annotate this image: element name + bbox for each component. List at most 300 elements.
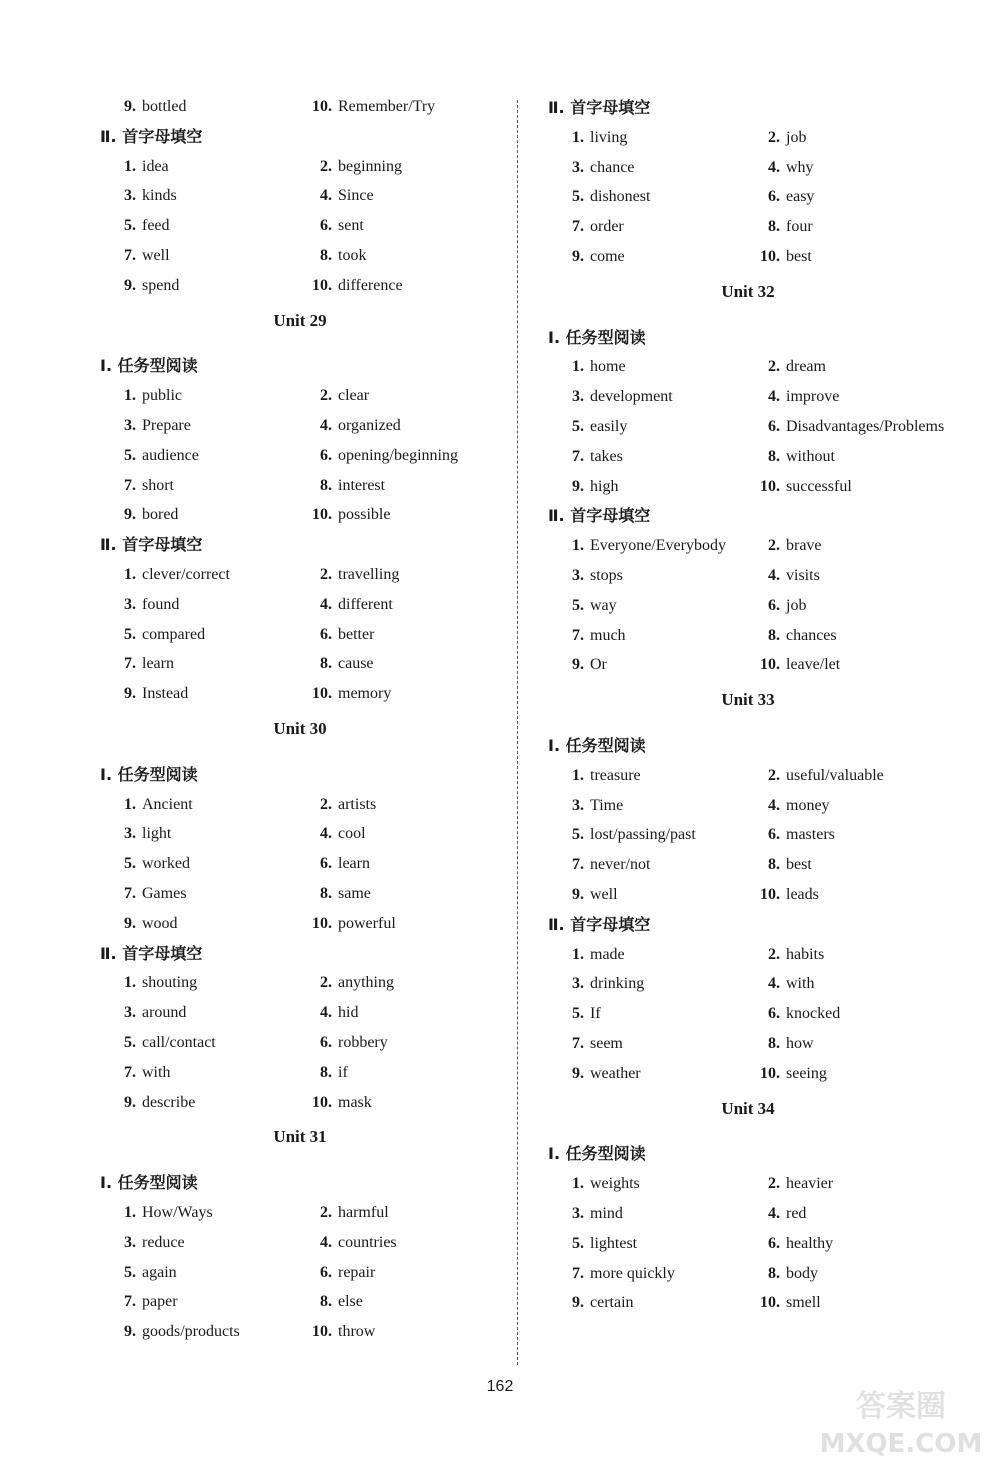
- answer-number: 5.: [124, 446, 136, 464]
- answer-item: [114, 1201, 213, 1225]
- answer-text: different: [338, 595, 393, 613]
- answer-item: [114, 593, 179, 617]
- answer-item: [310, 244, 366, 268]
- answer-text: more quickly: [590, 1264, 675, 1282]
- answer-text: spend: [142, 276, 180, 294]
- answer-row: [100, 1061, 540, 1085]
- answer-number: 8.: [768, 1264, 780, 1282]
- answer-item: [114, 1261, 177, 1285]
- answer-number: 8.: [320, 1293, 332, 1311]
- answer-item: [562, 823, 696, 847]
- page-number: 162: [486, 1378, 514, 1395]
- answer-item: [310, 384, 369, 408]
- answer-number: 10.: [760, 886, 780, 903]
- answer-item: [562, 445, 623, 469]
- answer-row: [100, 1091, 540, 1115]
- answer-row: [100, 95, 540, 119]
- answer-item: [562, 764, 641, 788]
- answer-item: [758, 1202, 806, 1226]
- answer-item: [562, 1232, 637, 1256]
- answer-row: [548, 823, 988, 847]
- answer-number: 8.: [768, 218, 780, 236]
- answer-item: [758, 1232, 833, 1256]
- answer-item: [562, 883, 618, 907]
- answer-item: [310, 1320, 375, 1344]
- answer-number: 3.: [124, 1233, 136, 1251]
- answer-number: 5.: [124, 625, 136, 643]
- answer-row: [100, 155, 540, 179]
- answer-item: [114, 563, 230, 587]
- answer-number: 3.: [124, 1004, 136, 1022]
- answer-row: [100, 563, 540, 587]
- answer-number: 5.: [124, 1263, 136, 1281]
- answer-number: 1.: [124, 566, 136, 583]
- answer-text: robbery: [338, 1034, 388, 1051]
- answer-item: [114, 682, 188, 706]
- answer-row: [100, 912, 540, 936]
- answer-number: 5.: [124, 855, 136, 873]
- answer-text: habits: [786, 945, 825, 963]
- answer-row: [100, 1001, 540, 1025]
- answer-item: [310, 155, 402, 179]
- answer-text: treasure: [590, 766, 641, 784]
- answer-item: [114, 155, 169, 179]
- answer-row: [548, 355, 988, 379]
- answer-number: 5.: [572, 1234, 584, 1252]
- answer-number: 5.: [572, 418, 584, 435]
- answer-text: healthy: [786, 1234, 834, 1252]
- answer-item: [562, 624, 626, 648]
- answer-number: 10.: [760, 656, 780, 674]
- answer-text: best: [786, 248, 812, 265]
- answer-text: harmful: [338, 1204, 389, 1221]
- answer-item: [758, 594, 806, 618]
- answer-row: [548, 475, 988, 499]
- answer-number: 9.: [124, 685, 136, 703]
- unit-title: Unit 31: [273, 1127, 327, 1147]
- answer-text: well: [142, 247, 170, 264]
- section-heading: Ⅱ. 首字母填空: [548, 98, 651, 117]
- answer-item: [114, 822, 171, 846]
- answer-number: 6.: [320, 1034, 332, 1051]
- answer-row: [100, 474, 540, 498]
- answer-text: four: [786, 218, 813, 236]
- answer-row: [100, 1031, 540, 1055]
- answer-text: powerful: [338, 914, 396, 932]
- answer-text: Or: [590, 656, 607, 674]
- answer-number: 6.: [320, 855, 332, 873]
- answer-item: [758, 823, 835, 847]
- answer-item: [562, 385, 673, 409]
- section-heading: Ⅱ. 首字母填空: [100, 126, 203, 146]
- answer-number: 9.: [124, 1093, 136, 1111]
- answer-number: 1.: [124, 387, 136, 405]
- answer-row: [548, 385, 988, 409]
- answer-number: 4.: [768, 1205, 780, 1222]
- answer-number: 2.: [320, 566, 332, 583]
- answer-text: lost/passing/past: [590, 826, 696, 844]
- answer-text: made: [590, 945, 625, 963]
- answer-number: 1.: [572, 766, 584, 784]
- answer-item: [562, 1172, 640, 1196]
- answer-text: bored: [142, 506, 179, 524]
- answer-row: [548, 1262, 988, 1286]
- answer-text: organized: [338, 417, 401, 434]
- answer-item: [114, 384, 182, 408]
- answer-number: 2.: [320, 1204, 332, 1221]
- answer-row: [548, 445, 988, 469]
- answer-item: [114, 414, 191, 438]
- answer-row: [100, 1261, 540, 1285]
- answer-item: [562, 156, 634, 180]
- answer-text: Ancient: [142, 795, 193, 813]
- section-heading: Ⅱ. 首字母填空: [548, 506, 651, 526]
- answer-text: throw: [338, 1323, 376, 1341]
- answer-item: [310, 1201, 389, 1225]
- answer-number: 8.: [768, 1035, 780, 1052]
- answer-number: 5.: [572, 596, 584, 614]
- answer-text: worked: [142, 855, 190, 873]
- answer-item: [310, 593, 393, 617]
- answer-item: [758, 156, 814, 180]
- answer-item: [562, 1202, 623, 1226]
- answer-number: 6.: [768, 1234, 780, 1252]
- answer-item: [114, 503, 178, 527]
- answer-text: heavier: [786, 1175, 834, 1193]
- answer-row: [548, 1232, 988, 1256]
- answer-text: audience: [142, 446, 199, 464]
- answer-number: 3.: [124, 417, 136, 434]
- answer-item: [114, 274, 179, 298]
- answer-item: [310, 971, 394, 995]
- answer-row: [548, 1202, 988, 1226]
- answer-number: 1.: [572, 1175, 584, 1193]
- answer-item: [758, 1262, 818, 1286]
- answer-item: [758, 972, 814, 996]
- answer-item: [310, 1091, 372, 1115]
- answer-text: dream: [786, 358, 826, 376]
- answer-text: again: [142, 1263, 177, 1281]
- answer-number: 4.: [320, 595, 332, 613]
- answer-text: Instead: [142, 685, 189, 703]
- answer-row: [548, 156, 988, 180]
- answer-item: [114, 971, 197, 995]
- answer-number: 3.: [572, 975, 584, 993]
- answer-text: Prepare: [142, 417, 191, 434]
- answer-number: 8.: [320, 885, 332, 902]
- answer-text: short: [142, 476, 174, 494]
- answer-row: [548, 794, 988, 818]
- watermark-top-text: 答案圈: [856, 1389, 946, 1424]
- answer-number: 2.: [768, 945, 780, 963]
- answer-item: [562, 185, 650, 209]
- answer-text: Everyone/Everybody: [590, 537, 726, 555]
- watermark-logo: [808, 1382, 994, 1460]
- answer-item: [562, 415, 627, 439]
- answer-item: [114, 244, 170, 268]
- answer-text: travelling: [338, 566, 400, 583]
- answer-row: [100, 384, 540, 408]
- answer-item: [758, 1291, 821, 1315]
- answer-text: Time: [590, 796, 624, 814]
- answer-text: same: [338, 885, 371, 902]
- answer-item: [310, 1031, 388, 1055]
- answer-item: [758, 1002, 840, 1026]
- answer-number: 1.: [124, 157, 136, 175]
- answer-item: [758, 764, 884, 788]
- answer-number: 7.: [572, 218, 584, 236]
- answer-number: 9.: [572, 477, 584, 495]
- answer-item: [562, 245, 625, 269]
- answer-text: possible: [338, 506, 391, 524]
- answer-item: [114, 1031, 216, 1055]
- answer-text: weights: [590, 1175, 640, 1193]
- answer-number: 1.: [124, 974, 136, 992]
- answer-number: 3.: [572, 388, 584, 406]
- answer-text: countries: [338, 1233, 397, 1251]
- answer-text: learn: [338, 855, 370, 873]
- answer-item: [114, 882, 186, 906]
- answer-text: body: [786, 1264, 818, 1282]
- answer-number: 4.: [768, 975, 780, 993]
- answer-number: 7.: [572, 856, 584, 874]
- answer-text: shouting: [142, 974, 198, 992]
- answer-item: [562, 355, 626, 379]
- answer-item: [310, 503, 390, 527]
- answer-row: [548, 883, 988, 907]
- answer-row: [548, 126, 988, 150]
- answer-item: [562, 126, 627, 150]
- answer-text: visits: [786, 567, 820, 584]
- answer-item: [310, 1061, 348, 1085]
- answer-row: [100, 184, 540, 208]
- answer-number: 3.: [572, 567, 584, 584]
- answer-text: knocked: [786, 1005, 841, 1023]
- answer-item: [562, 564, 623, 588]
- answer-text: reduce: [142, 1233, 185, 1251]
- answer-item: [562, 943, 625, 967]
- answer-number: 4.: [768, 158, 780, 176]
- answer-text: living: [590, 128, 628, 146]
- answer-number: 9.: [572, 248, 584, 265]
- answer-text: job: [786, 596, 807, 614]
- answer-number: 7.: [572, 1035, 584, 1052]
- answer-text: Games: [142, 885, 187, 902]
- answer-number: 8.: [320, 655, 332, 673]
- answer-number: 9.: [572, 656, 584, 674]
- answer-text: Since: [338, 187, 374, 205]
- answer-text: compared: [142, 625, 206, 643]
- answer-row: [100, 1201, 540, 1225]
- answer-row: [548, 215, 988, 239]
- answer-item: [310, 95, 435, 119]
- answer-number: 3.: [572, 1205, 584, 1222]
- answer-number: 10.: [760, 477, 780, 495]
- answer-item: [310, 1231, 397, 1255]
- answer-item: [310, 822, 366, 846]
- answer-item: [114, 793, 193, 817]
- answer-item: [114, 444, 199, 468]
- section-heading: Ⅰ. 任务型阅读: [100, 356, 198, 376]
- answer-text: chance: [590, 158, 635, 176]
- answer-text: sent: [338, 217, 364, 235]
- answer-item: [310, 414, 401, 438]
- answer-item: [758, 126, 806, 150]
- answer-number: 10.: [312, 1323, 332, 1341]
- answer-row: [100, 503, 540, 527]
- answer-text: certain: [590, 1294, 634, 1312]
- answer-text: without: [786, 447, 835, 465]
- answer-row: [100, 652, 540, 676]
- answer-number: 4.: [320, 417, 332, 434]
- answer-text: successful: [786, 477, 852, 495]
- answer-text: high: [590, 477, 619, 495]
- answer-text: job: [786, 128, 807, 146]
- answer-item: [562, 1032, 623, 1056]
- answer-item: [562, 1062, 641, 1086]
- answer-number: 1.: [572, 128, 584, 146]
- answer-row: [548, 245, 988, 269]
- answer-item: [562, 653, 607, 677]
- answer-text: clever/correct: [142, 566, 230, 583]
- answer-text: with: [142, 1063, 171, 1081]
- answer-item: [310, 852, 370, 876]
- answer-text: mask: [338, 1093, 372, 1111]
- answer-text: repair: [338, 1263, 376, 1281]
- answer-number: 9.: [124, 276, 136, 294]
- answer-item: [310, 623, 374, 647]
- answer-item: [758, 185, 814, 209]
- answer-text: lightest: [590, 1234, 638, 1252]
- answer-item: [114, 1231, 185, 1255]
- answer-text: wood: [142, 914, 178, 932]
- answer-item: [758, 624, 837, 648]
- answer-item: [758, 1172, 833, 1196]
- answer-item: [562, 475, 618, 499]
- answer-item: [310, 652, 374, 676]
- answer-row: [100, 852, 540, 876]
- answer-number: 2.: [768, 537, 780, 555]
- unit-title: Unit 29: [273, 310, 327, 330]
- answer-text: Disadvantages/Problems: [786, 418, 945, 435]
- unit-title: Unit 32: [721, 281, 775, 301]
- answer-number: 5.: [124, 217, 136, 235]
- answer-number: 6.: [320, 625, 332, 643]
- answer-number: 5.: [572, 188, 584, 206]
- answer-item: [562, 1262, 675, 1286]
- answer-text: cause: [338, 655, 374, 673]
- answer-item: [114, 912, 178, 936]
- answer-item: [758, 653, 840, 677]
- answer-number: 7.: [572, 447, 584, 465]
- answer-text: seeing: [786, 1064, 827, 1082]
- answer-text: difference: [338, 276, 403, 294]
- answer-item: [758, 215, 813, 239]
- answer-row: [100, 882, 540, 906]
- answer-number: 2.: [320, 157, 332, 175]
- answer-row: [548, 1172, 988, 1196]
- answer-text: come: [590, 248, 625, 265]
- answer-row: [548, 764, 988, 788]
- answer-row: [100, 414, 540, 438]
- answer-number: 8.: [768, 856, 780, 874]
- answer-text: if: [338, 1063, 348, 1081]
- answer-item: [310, 444, 458, 468]
- answer-row: [100, 623, 540, 647]
- answer-number: 1.: [124, 795, 136, 813]
- answer-text: well: [590, 886, 618, 903]
- answer-number: 10.: [312, 98, 332, 115]
- answer-number: 6.: [320, 1263, 332, 1281]
- answer-text: easily: [590, 418, 628, 435]
- answer-text: leads: [786, 886, 819, 903]
- answer-row: [100, 274, 540, 298]
- answer-number: 6.: [768, 596, 780, 614]
- answer-text: leave/let: [786, 656, 841, 674]
- answer-item: [114, 623, 205, 647]
- answer-item: [562, 853, 650, 877]
- answer-item: [310, 214, 364, 238]
- answer-text: Remember/Try: [338, 98, 436, 115]
- answer-row: [548, 972, 988, 996]
- answer-item: [562, 534, 726, 558]
- answer-text: cool: [338, 825, 366, 843]
- answer-number: 7.: [124, 1063, 136, 1081]
- section-heading: Ⅰ. 任务型阅读: [100, 764, 198, 784]
- answer-text: useful/valuable: [786, 766, 884, 784]
- answer-item: [114, 1290, 178, 1314]
- answer-row: [548, 534, 988, 558]
- answer-number: 9.: [124, 1323, 136, 1341]
- answer-text: kinds: [142, 187, 177, 205]
- answer-text: public: [142, 387, 182, 405]
- answer-item: [310, 682, 391, 706]
- answer-number: 10.: [760, 248, 780, 265]
- answer-item: [310, 882, 371, 906]
- answer-number: 10.: [312, 685, 332, 703]
- answer-item: [310, 274, 403, 298]
- column-divider: [517, 100, 518, 1365]
- answer-text: found: [142, 595, 180, 613]
- section-heading: Ⅱ. 首字母填空: [100, 535, 203, 555]
- answer-item: [562, 1002, 601, 1026]
- answer-number: 10.: [312, 276, 332, 294]
- answer-row: [548, 415, 988, 439]
- answer-text: with: [786, 975, 815, 993]
- answer-number: 2.: [320, 974, 332, 992]
- answer-item: [758, 1062, 827, 1086]
- answer-text: How/Ways: [142, 1204, 213, 1221]
- answer-text: bottled: [142, 98, 187, 115]
- answer-item: [758, 1032, 814, 1056]
- answer-number: 2.: [768, 1175, 780, 1193]
- answer-text: red: [786, 1205, 807, 1222]
- answer-text: chances: [786, 626, 837, 644]
- answer-number: 7.: [124, 476, 136, 494]
- answer-row: [548, 1291, 988, 1315]
- section-heading: Ⅰ. 任务型阅读: [100, 1173, 198, 1193]
- answer-item: [114, 214, 170, 238]
- answer-number: 7.: [124, 885, 136, 902]
- answer-number: 10.: [312, 506, 332, 524]
- unit-title: Unit 33: [721, 690, 775, 710]
- answer-item: [114, 1001, 186, 1025]
- answer-text: takes: [590, 447, 623, 465]
- answer-number: 4.: [768, 567, 780, 584]
- answer-number: 3.: [124, 187, 136, 205]
- answer-number: 1.: [124, 1204, 136, 1221]
- answer-row: [100, 793, 540, 817]
